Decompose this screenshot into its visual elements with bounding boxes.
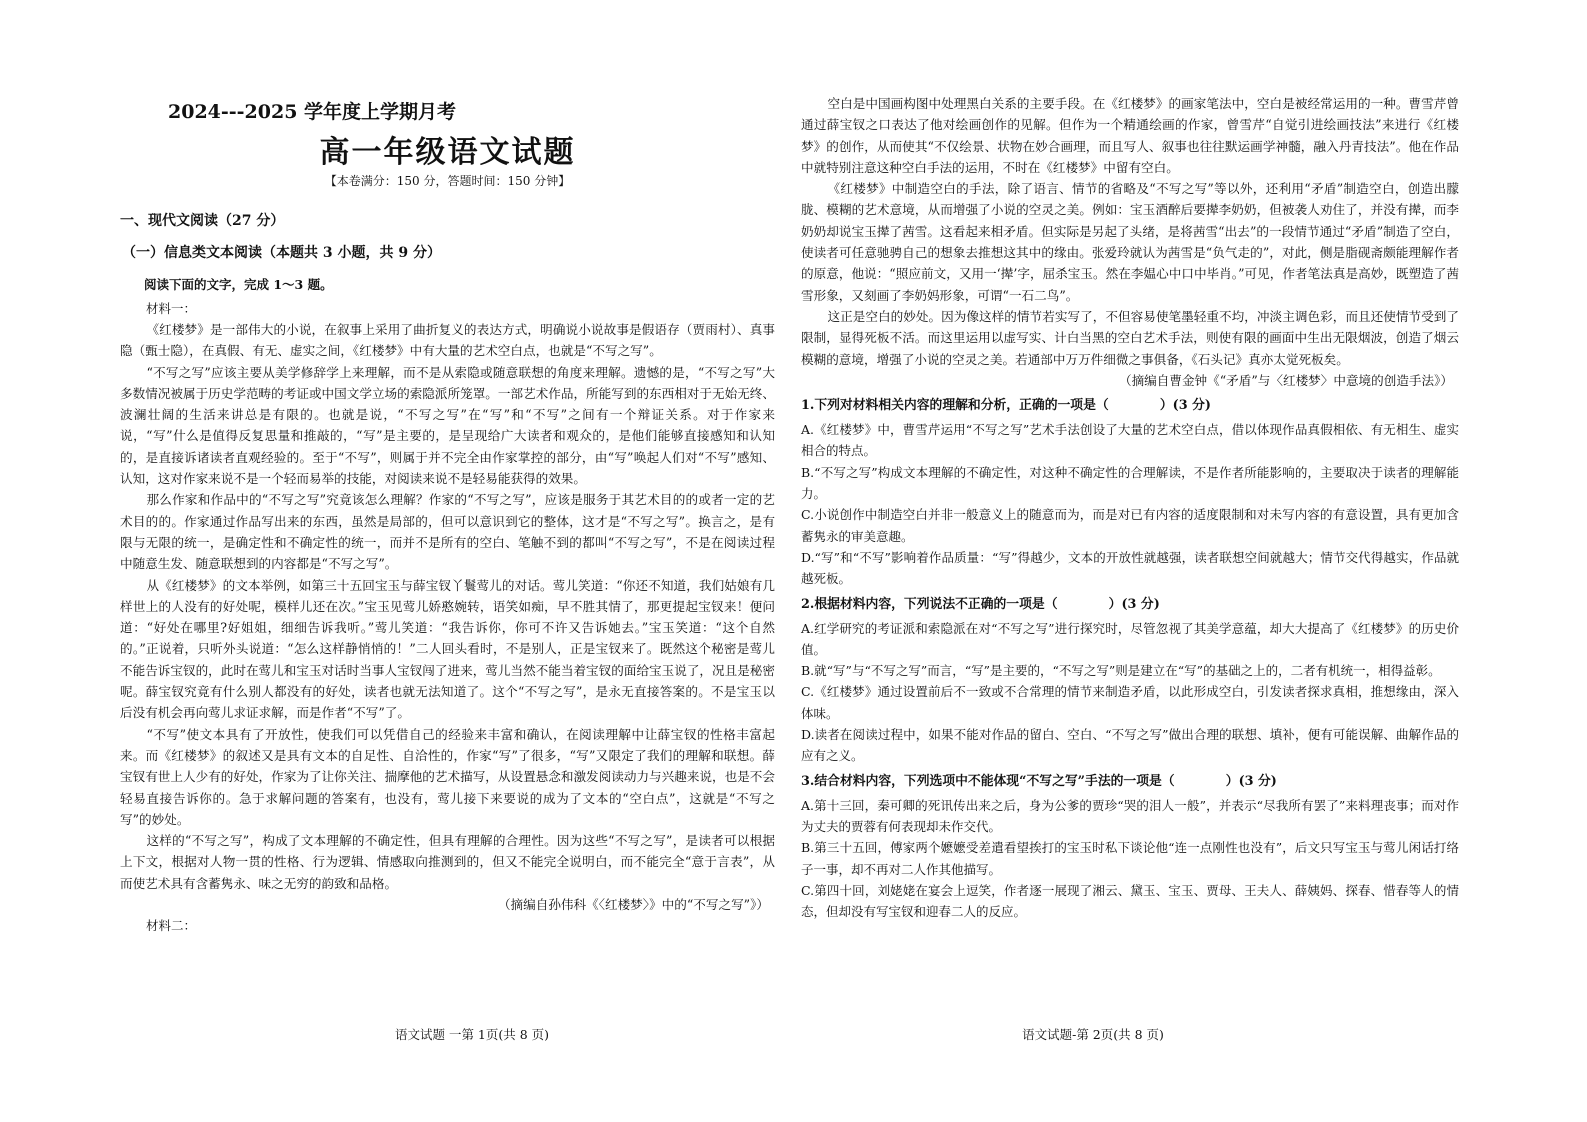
question-3-option-b: B.第三十五回，傅家两个嬷嬷受差遣看望挨打的宝玉时私下谈论他“连一点刚性也没有”，后文只写宝玉与莺儿闲话打络子一事，却不再对二人作其他描写。 bbox=[801, 840, 1459, 877]
material2-source: （摘编自曹金钟《“矛盾”与〈红楼梦〉中意境的创造手法》） bbox=[1118, 372, 1453, 388]
page-footer-right: 语文试题-第 2页(共 8 页) bbox=[1022, 1027, 1164, 1042]
question-2-stem: 2.根据材料内容，下列说法不正确的一项是（ ）(3 分) bbox=[801, 596, 1160, 612]
material2-paragraph: 空白是中国画构图中处理黑白关系的主要手段。在《红楼梦》的画家笔法中，空白是被经常运用的一种。曹雪芹曾通过薛宝钗之口表达了他对绘画创作的见解。但作为一个精通绘画的作家，曾雪芹“自觉引进绘画技法”来进行《红楼梦》的创作，从而使其“不仅绘景、状物在妙合画理，而且写人、叙事也往往默运画学神髓，融入丹青技法”。他在作品中就特别注意这种空白手法的运用，不时在《红楼梦》中留有空白。 bbox=[801, 96, 1459, 175]
material1-label: 材料一： bbox=[146, 301, 197, 316]
section-title: 一、现代文阅读（27 分） bbox=[120, 213, 285, 229]
material1-paragraph: “不写之写”应该主要从美学修辞学上来理解，而不是从索隐或随意联想的角度来理解。遗憾的是，“不写之写”大多数情况被属于历史学范畴的考证或中国文学立场的索隐派所笼罩。一部艺术作品，所能写到的东西相对于无始无终、波澜壮阔的生活来讲总是有限的。也就是说，“不写之写”在“写”和“不写”之间有一个辩证关系。对于作家来说，“写”什么是值得反复思量和推敲的，“写”是主要的，是呈现给广大读者和观众的，是他们能够直接感知和认知的，是直接诉诸读者直观经验的。至于“不写”，则属于并不完全由作家掌控的部分，由“写”唤起人们对“不写”感知、认知，这对作家来说不是一个轻而易举的技能，对阅读来说不是轻易能获得的效果。 bbox=[120, 364, 775, 487]
main-title: 高一年级语文试题 bbox=[319, 135, 576, 170]
material2-paragraph: 这正是空白的妙处。因为像这样的情节若实写了，不但容易使笔墨轻重不均，冲淡主调色彩，而且还使情节受到了限制，显得死板不活。而这里运用以虚写实、计白当黑的空白艺术手法，则使有限的画面中生出无限烟波，创造了烟云模糊的意境，增强了小说的空灵之美。若通部中万万件细微之事俱备，《石头记》真亦太觉死板矣。 bbox=[801, 308, 1459, 367]
question-2-option-d: D.读者在阅读过程中，如果不能对作品的留白、空白、“不写之写”做出合理的联想、填补，便有可能误解、曲解作品的应有之义。 bbox=[801, 727, 1459, 764]
year-title: 2024---2025 学年度上学期月考 bbox=[168, 101, 457, 123]
question-1-option-a: A.《红楼梦》中，曹雪芹运用“不写之写”艺术手法创设了大量的艺术空白点，借以体现作品真假相依、有无相生、虚实相合的特点。 bbox=[801, 422, 1459, 459]
exam-info: 【本卷满分：150 分，答题时间：150 分钟】 bbox=[324, 174, 571, 188]
material1-paragraph: 从《红楼梦》的文本举例，如第三十五回宝玉与薛宝钗丫鬟莺儿的对话。莺儿笑道：“你还不知道，我们姑娘有几样世上的人没有的好处呢，模样儿还在次。”宝玉见莺儿娇憨婉转，语笑如痴，早不胜其情了，那更提起宝钗来！便问道：“好处在哪里?好姐姐，细细告诉我听。”莺儿笑道：“我告诉你，你可不许又告诉她去。”宝玉笑道：“这个自然的。”正说着，只听外头说道：“怎么这样静悄悄的！”二人回头看时，不是别人，正是宝钗来了。既然这个秘密是莺儿不能告诉宝钗的，此时在莺儿和宝玉对话时当事人宝钗闯了进来，莺儿当然不能当着宝钗的面给宝玉说了，况且是秘密呢。薛宝钗究竟有什么别人都没有的好处，读者也就无法知道了。这个“不写之写”，是永无直接答案的。不是宝玉以后没有机会再向莺儿求证求解，而是作者“不写”了。 bbox=[120, 577, 775, 721]
question-3-option-c: C.第四十回，刘姥姥在宴会上逗笑，作者逐一展现了湘云、黛玉、宝玉、贾母、王夫人、薛姨妈、探春、惜春等人的情态，但却没有写宝钗和迎春二人的反应。 bbox=[801, 882, 1459, 920]
left-page bbox=[0, 0, 793, 1122]
question-2-option-a: A.红学研究的考证派和索隐派在对“不写之写”进行探究时，尽管忽视了其美学意蕴，却大大提高了《红楼梦》的历史价值。 bbox=[801, 620, 1459, 657]
material1-paragraph: 那么作家和作品中的“不写之写”究竟该怎么理解？作家的“不写之写”，应该是服务于其艺术目的的或者一定的艺术目的的。作家通过作品写出来的东西，虽然是局部的，但可以意识到它的整体，这才是“不写之写”。换言之，是有限与无限的统一，是确定性和不确定性的统一，而并不是所有的空白、笔触不到的都叫“不写之写”，不是在阅读过程中随意生发、随意联想到的内容都是“不写之写”。 bbox=[120, 492, 775, 572]
material2-paragraph: 《红楼梦》中制造空白的手法，除了语言、情节的省略及“不写之写”等以外，还利用“矛盾”制造空白，创造出朦胧、模糊的艺术意境，从而增强了小说的空灵之美。例如：宝玉酒醉后要撵李奶奶，但被袭人劝住了，并没有撵，而李奶奶却说宝玉撵了茜雪。这看起来相矛盾。但实际是另起了头绪，是将茜雪“出去”的一段情节通过“矛盾”制造了空白，使读者可任意驰骋自己的想象去推想这其中的缘由。张爱玲就认为茜雪是“负气走的”，对此，侧是脂砚斋颇能理解作者的原意，他说：“照应前文，又用一‘撵’字，屈杀宝玉。然在李媪心中口中毕肖。”可见，作者笔法真是高妙，既塑造了茜雪形象，又刻画了李奶妈形象，可谓“一石二鸟”。 bbox=[801, 181, 1459, 303]
material1-paragraph: 《红楼梦》是一部伟大的小说，在叙事上采用了曲折复义的表达方式，明确说小说故事是假语存（贾雨村）、真事隐（甄士隐），在真假、有无、虚实之间，《红楼梦》中有大量的艺术空白点，也就是“不写之写”。 bbox=[120, 322, 775, 359]
subsection-title: （一）信息类文本阅读（本题共 3 小题，共 9 分） bbox=[122, 245, 441, 261]
question-3-option-a: A.第十三回，秦可卿的死讯传出来之后，身为公爹的贾珍“哭的泪人一般”，并表示“尽我所有罢了”来料理丧事；而对作为丈夫的贾蓉有何表现却未作交代。 bbox=[801, 797, 1459, 834]
reading-instruction: 阅读下面的文字，完成 1～3 题。 bbox=[144, 277, 333, 292]
right-page bbox=[793, 0, 1587, 1122]
question-1-option-b: B.“不写之写”构成文本理解的不确定性，对这种不确定性的合理解读，不是作者所能影响的，主要取决于读者的理解能力。 bbox=[801, 464, 1459, 502]
question-1-option-c: C.小说创作中制造空白并非一般意义上的随意而为，而是对已有内容的适度限制和对未写内容的有意设置，具有更加含蓄隽永的审美意趣。 bbox=[801, 507, 1459, 544]
question-3-stem: 3.结合材料内容，下列选项中不能体现“不写之写”手法的一项是（ ）(3 分) bbox=[801, 773, 1277, 789]
question-1-stem: 1.下列对材料相关内容的理解和分析，正确的一项是（ ）(3 分) bbox=[801, 398, 1211, 414]
material1-source: （摘编自孙伟科《〈红楼梦〉》中的“不写之写”》） bbox=[497, 897, 769, 913]
material1-paragraph: 这样的“不写之写”，构成了文本理解的不确定性，但具有理解的合理性。因为这些“不写之写”，是读者可以根据上下文，根据对人物一贯的性格、行为逻辑、情感取向推测到的，但又不能完全说明白，而不能完全“意于言表”，从而使艺术具有含蓄隽永、味之无穷的韵致和品格。 bbox=[120, 833, 775, 891]
question-2-option-b: B.就“写”与“不写之写”而言，“写”是主要的，“不写之写”则是建立在“写”的基础之上的，二者有机统一，相得益彰。 bbox=[801, 663, 1441, 679]
page-footer-left: 语文试题 一第 1页(共 8 页) bbox=[394, 1027, 550, 1042]
question-1-option-d: D.“写”和“不写”影响着作品质量：“写”得越少，文本的开放性就越强，读者联想空间就越大；情节交代得越实，作品就越死板。 bbox=[801, 549, 1459, 587]
material2-label: 材料二： bbox=[146, 918, 197, 934]
question-2-option-c: C.《红楼梦》通过设置前后不一致或不合常理的情节来制造矛盾，以此形成空白，引发读者探求真相，推想缘由，深入体味。 bbox=[801, 684, 1459, 721]
material1-paragraph: “不写”使文本具有了开放性，使我们可以凭借自己的经验来丰富和确认，在阅读理解中让薛宝钗的性格丰富起来。而《红楼梦》的叙述又是具有文本的自足性、自洽性的，作家“写”了很多，“写”又限定了我们的理解和联想。薛宝钗有世上人少有的好处，作家为了让你关注、揣摩他的艺术描写，从设置悬念和激发阅读动力与兴趣来说，也是不会轻易直接告诉你的。急于求解问题的答案有，也没有，莺儿接下来要说的成为了文本的“空白点”，这就是“不写之写”的妙处。 bbox=[120, 726, 775, 827]
